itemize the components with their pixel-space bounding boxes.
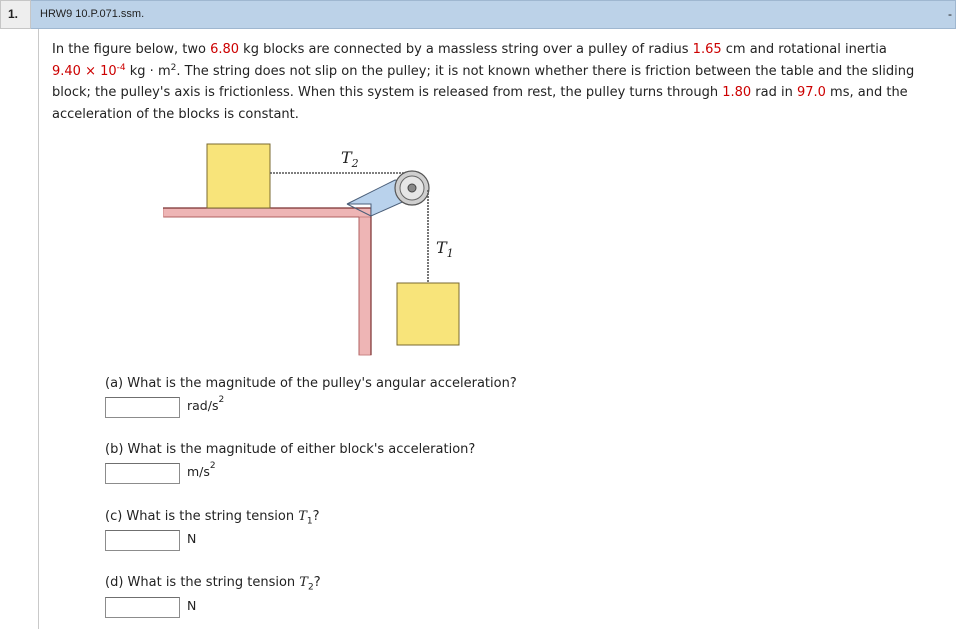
problem-text: rad in xyxy=(751,85,797,100)
answer-b-input[interactable] xyxy=(105,463,180,484)
unit-exponent: 2 xyxy=(209,461,216,471)
answer-b-unit xyxy=(187,461,216,479)
inertia-mantissa: 9.40 × 10 xyxy=(52,63,117,79)
answer-c-unit: N xyxy=(187,531,197,546)
question-d-text: (d) What is the string tension xyxy=(105,575,300,590)
pulley-axle xyxy=(408,184,416,192)
table-leg xyxy=(359,217,371,355)
pulley-figure xyxy=(163,140,463,356)
t2-label: $T_2$ xyxy=(341,148,359,170)
problem-text: In the figure below, two xyxy=(52,42,211,57)
mass-value: 6.80 xyxy=(210,42,240,57)
unit-text: rad/s xyxy=(187,398,219,413)
table-top xyxy=(163,208,371,217)
left-divider xyxy=(38,29,39,629)
problem-text: kg blocks are connected by a massless string over a pulley of radius xyxy=(239,42,693,57)
question-a: (a) What is the magnitude of the pulley's angular acceleration? xyxy=(105,376,517,391)
radius-value: 1.65 xyxy=(692,42,722,57)
answer-a-input[interactable] xyxy=(105,397,180,418)
sliding-block xyxy=(207,144,270,208)
question-c xyxy=(105,509,320,527)
problem-text: cm and rotational inertia xyxy=(721,42,887,57)
collapse-toggle[interactable]: - xyxy=(948,7,952,21)
problem-text: kg · m xyxy=(125,63,171,79)
question-d-mark: ? xyxy=(313,575,321,590)
question-number: 1. xyxy=(0,0,31,29)
hanging-block xyxy=(397,283,459,345)
time-value: 97.0 xyxy=(796,85,826,100)
question-header xyxy=(0,0,956,29)
answer-a-unit xyxy=(187,395,225,413)
question-title-bar[interactable] xyxy=(31,0,956,29)
angle-value: 1.80 xyxy=(722,85,752,100)
problem-text: ms, and the acceleration of the blocks is constant. xyxy=(52,85,908,122)
inertia-exponent: -4 xyxy=(116,62,126,73)
t1-label: $T_1$ xyxy=(436,238,454,260)
unit-exponent: 2 xyxy=(170,62,177,73)
problem-statement xyxy=(52,39,932,125)
question-d-subscript: 2 xyxy=(307,582,314,593)
unit-exponent: 2 xyxy=(218,395,225,405)
unit-text: m/s xyxy=(187,464,210,479)
question-c-text: (c) What is the string tension xyxy=(105,509,299,524)
question-c-variable: T xyxy=(298,509,307,524)
answer-c-input[interactable] xyxy=(105,530,180,551)
answer-d-unit: N xyxy=(187,598,197,613)
question-title: HRW9 10.P.071.ssm. xyxy=(40,8,145,20)
answer-d-input[interactable] xyxy=(105,597,180,618)
question-c-subscript: 1 xyxy=(306,516,313,527)
question-b: (b) What is the magnitude of either block's acceleration? xyxy=(105,442,476,457)
question-d-variable: T xyxy=(299,575,308,590)
question-d xyxy=(105,575,321,593)
problem-text: . The string does not slip on the pulley; it is not known whether there is friction between the table and the sliding block; the pulley's axis is frictionless. When this system is released from rest, the pulley turns through xyxy=(52,63,915,100)
question-c-mark: ? xyxy=(312,509,320,524)
inertia-value xyxy=(52,64,126,79)
